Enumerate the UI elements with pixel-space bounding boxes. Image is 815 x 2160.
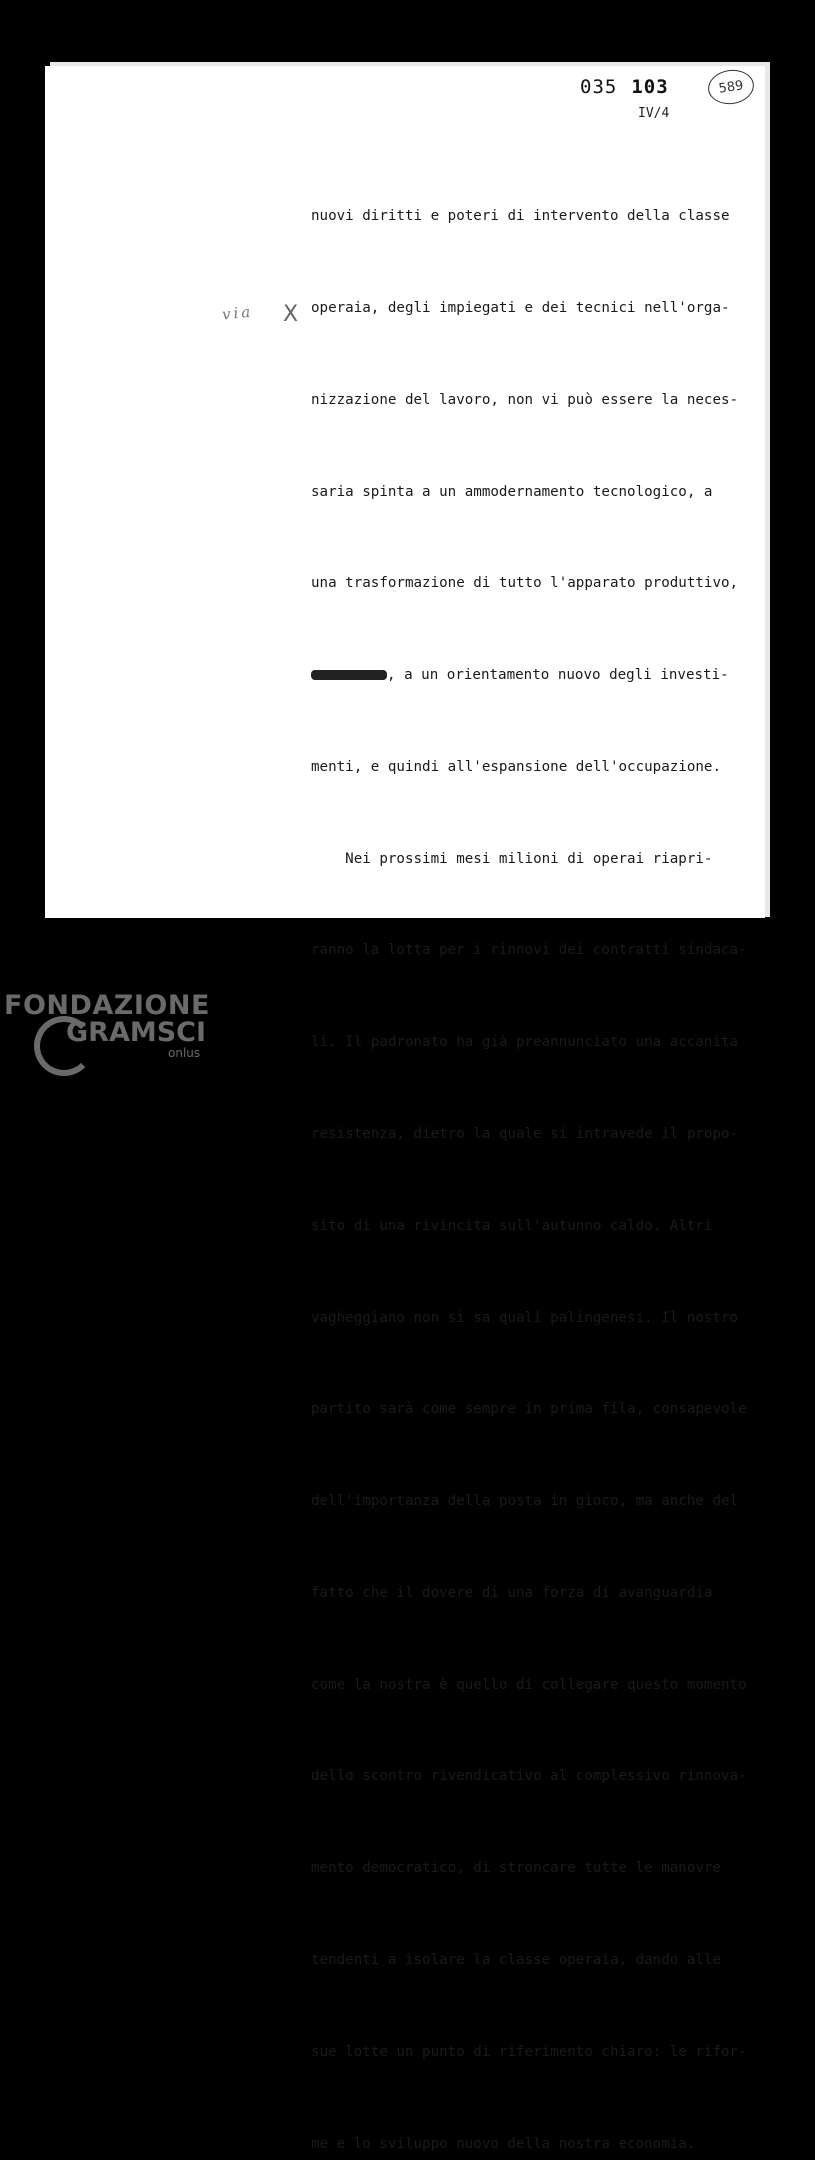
- text-line: ranno la lotta per i rinnovi dei contratti sindaca-: [311, 942, 747, 959]
- logo-line2: GRAMSCI: [66, 1017, 207, 1048]
- logo-line1: FONDAZIONE: [4, 990, 210, 1021]
- text-line: come la nostra è quello di collegare questo momento: [311, 1676, 747, 1693]
- text-line-with-strikeout: [311, 660, 751, 691]
- text-line: saria spinta a un ammodernamento tecnologico, a: [311, 483, 713, 500]
- text-line: dell'importanza della posta in gioco, ma anche del: [311, 1493, 739, 1510]
- page-reference: IV/4: [638, 106, 670, 121]
- typed-text-body: [311, 140, 751, 2160]
- text-line: nuovi diritti e poteri di intervento della classe: [311, 208, 730, 225]
- text-line-rest: , a un orientamento nuovo degli investi-: [387, 667, 729, 684]
- text-line: tendenti a isolare la classe operaia, dando alle: [311, 1952, 721, 1969]
- logo-g-emblem: [34, 1016, 94, 1076]
- text-line: dello scontro rivendicativo al complessivo rinnova-: [311, 1768, 747, 1785]
- crossed-out-word: [311, 670, 387, 680]
- text-line: sue lotte un punto di riferimento chiaro: le rifor-: [311, 2043, 747, 2060]
- archive-code-left: 035: [580, 76, 618, 98]
- fondazione-gramsci-logo: [4, 990, 210, 1060]
- text-line: mento democratico, di stroncare tutte le manovre: [311, 1860, 721, 1877]
- text-line: menti, e quindi all'espansione dell'occupazione.: [311, 758, 721, 775]
- margin-handwritten-note: via: [221, 302, 255, 324]
- text-line: li. Il padronato ha già preannunciato una accanita: [311, 1034, 739, 1051]
- text-line: me e lo sviluppo nuovo della nostra economia.: [311, 2135, 696, 2152]
- circled-page-number: 589: [706, 67, 756, 107]
- text-line: operaia, degli impiegati e dei tecnici nell'orga-: [311, 299, 730, 316]
- text-line: sito di una rivincita sull'autunno caldo. Altri: [311, 1217, 713, 1234]
- text-line: resistenza, dietro la quale si intravede il propo-: [311, 1126, 739, 1142]
- archive-code: [580, 76, 669, 98]
- margin-x-mark: X: [283, 302, 299, 327]
- text-line: fatto che il dovere di una forza di avanguardia: [311, 1584, 713, 1601]
- logo-line3: onlus: [168, 1046, 201, 1060]
- text-line: una trasformazione di tutto l'apparato produttivo,: [311, 575, 739, 592]
- text-line: nizzazione del lavoro, non vi può essere la neces-: [311, 391, 739, 408]
- text-line: vagheggiano non si sa quali palingenesi. Il nostro: [311, 1309, 739, 1326]
- text-line: partito sarà come sempre in prima fila, consapevole: [311, 1401, 747, 1418]
- text-line: Nei prossimi mesi milioni di operai riapri-: [311, 850, 713, 867]
- archive-code-right: 103: [631, 76, 669, 98]
